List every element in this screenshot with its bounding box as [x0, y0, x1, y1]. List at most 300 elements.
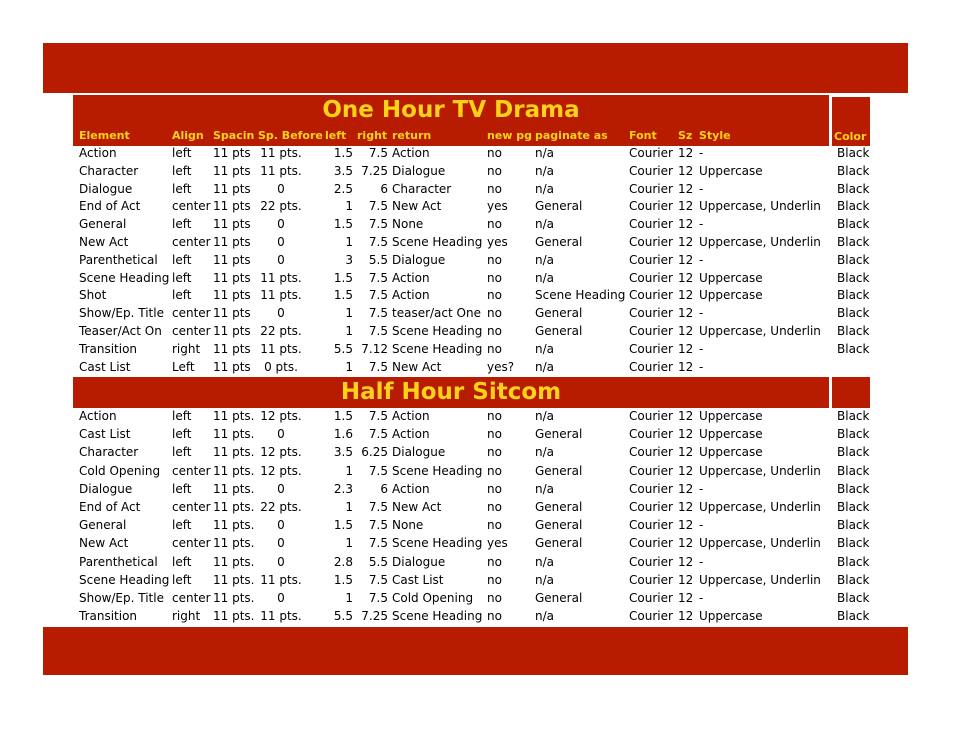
- cell-align: center: [172, 536, 211, 551]
- cell-color: Black: [837, 341, 870, 356]
- cell-space-before: 11 pts.: [260, 609, 302, 624]
- cell-left-margin: 1.5: [333, 146, 353, 160]
- cell-left-margin: 1: [345, 536, 353, 551]
- sitcom-side-block: [832, 377, 870, 408]
- cell-align: center: [172, 324, 211, 338]
- cell-space-before: 0: [277, 252, 285, 267]
- cell-style: -: [699, 359, 704, 374]
- cell-paginate-as: n/a: [535, 217, 555, 232]
- cell-color: Black: [837, 324, 870, 338]
- cell-paginate-as: n/a: [535, 609, 555, 624]
- header-right-margin: right: [357, 129, 388, 142]
- cell-element: Dialogue: [79, 181, 133, 196]
- cell-right-margin: 7.5: [368, 270, 388, 285]
- cell-return: Action: [392, 409, 430, 423]
- cell-return: Action: [392, 270, 430, 285]
- cell-font: Courier: [629, 445, 673, 460]
- cell-left-margin: 1.5: [333, 217, 353, 232]
- cell-font: Courier: [629, 427, 673, 442]
- cell-element: Cast List: [79, 359, 131, 374]
- cell-style: -: [699, 217, 704, 232]
- cell-return: Action: [392, 146, 430, 160]
- cell-align: right: [172, 341, 201, 356]
- cell-left-margin: 1.5: [333, 518, 353, 533]
- cell-return: Scene Heading: [392, 463, 483, 478]
- cell-new-page: no: [487, 500, 502, 514]
- cell-right-margin: 7.5: [368, 199, 388, 214]
- cell-space-before: 0: [277, 235, 285, 249]
- drama-title: One Hour TV Drama: [73, 95, 829, 125]
- cell-spacing: 11 pts: [213, 324, 251, 338]
- cell-space-before: 12 pts.: [260, 445, 302, 460]
- cell-color: Black: [837, 536, 870, 551]
- cell-spacing: 11 pts: [213, 146, 251, 160]
- cell-right-margin: 6: [380, 181, 388, 196]
- cell-spacing: 11 pts: [213, 163, 251, 178]
- cell-color: Black: [837, 217, 870, 232]
- header-style: Style: [699, 129, 731, 142]
- cell-return: Dialogue: [392, 554, 446, 569]
- cell-right-margin: 7.5: [368, 591, 388, 605]
- cell-paginate-as: General: [535, 199, 583, 214]
- cell-paginate-as: General: [535, 500, 583, 514]
- cell-left-margin: 5.5: [333, 609, 353, 624]
- cell-new-page: no: [487, 445, 502, 460]
- cell-color: Black: [837, 427, 870, 442]
- cell-return: None: [392, 518, 424, 533]
- cell-new-page: no: [487, 270, 502, 285]
- cell-color: Black: [837, 409, 870, 423]
- cell-new-page: no: [487, 427, 502, 442]
- cell-style: -: [699, 146, 704, 160]
- cell-new-page: no: [487, 146, 502, 160]
- cell-right-margin: 6: [380, 481, 388, 496]
- cell-color: Black: [837, 518, 870, 533]
- cell-new-page: no: [487, 463, 502, 478]
- cell-space-before: 0: [277, 217, 285, 232]
- cell-return: Action: [392, 481, 430, 496]
- cell-new-page: yes: [487, 235, 508, 249]
- cell-element: Teaser/Act On: [79, 324, 162, 338]
- cell-return: None: [392, 217, 424, 232]
- cell-font: Courier: [629, 146, 673, 160]
- cell-align: left: [172, 163, 192, 178]
- cell-align: left: [172, 217, 192, 232]
- cell-right-margin: 5.5: [368, 252, 388, 267]
- cell-left-margin: 1.5: [333, 270, 353, 285]
- cell-align: center: [172, 591, 211, 605]
- header-space-before: Sp. Before: [258, 129, 323, 142]
- cell-spacing: 11 pts: [213, 270, 251, 285]
- header-left-margin: left: [325, 129, 347, 142]
- cell-color: Black: [837, 146, 870, 160]
- cell-font: Courier: [629, 341, 673, 356]
- cell-font: Courier: [629, 609, 673, 624]
- cell-spacing: 11 pts.: [213, 591, 255, 605]
- cell-space-before: 0: [277, 518, 285, 533]
- cell-new-page: no: [487, 181, 502, 196]
- cell-paginate-as: n/a: [535, 554, 555, 569]
- cell-size: 12: [678, 306, 694, 321]
- cell-font: Courier: [629, 463, 673, 478]
- cell-new-page: no: [487, 252, 502, 267]
- cell-paginate-as: General: [535, 235, 583, 249]
- cell-element: General: [79, 518, 127, 533]
- cell-left-margin: 5.5: [333, 341, 353, 356]
- bottom-red-band: [43, 627, 908, 675]
- cell-space-before: 11 pts.: [260, 341, 302, 356]
- cell-color: Black: [837, 252, 870, 267]
- cell-style: Uppercase, Underlin: [699, 463, 821, 478]
- cell-right-margin: 7.5: [368, 235, 388, 249]
- cell-size: 12: [678, 554, 694, 569]
- cell-size: 12: [678, 252, 694, 267]
- cell-color: Black: [837, 609, 870, 624]
- cell-return: Character: [392, 181, 452, 196]
- cell-right-margin: 7.5: [368, 572, 388, 587]
- cell-space-before: 0: [277, 181, 285, 196]
- cell-paginate-as: n/a: [535, 359, 555, 374]
- cell-new-page: no: [487, 409, 502, 423]
- cell-space-before: 11 pts.: [260, 163, 302, 178]
- cell-new-page: no: [487, 554, 502, 569]
- cell-font: Courier: [629, 554, 673, 569]
- cell-style: -: [699, 341, 704, 356]
- cell-element: General: [79, 217, 127, 232]
- cell-return: New Act: [392, 199, 442, 214]
- cell-paginate-as: General: [535, 591, 583, 605]
- cell-paginate-as: n/a: [535, 181, 555, 196]
- cell-color: Black: [837, 288, 870, 303]
- cell-spacing: 11 pts: [213, 199, 251, 214]
- cell-spacing: 11 pts.: [213, 445, 255, 460]
- cell-space-before: 12 pts.: [260, 463, 302, 478]
- cell-paginate-as: n/a: [535, 270, 555, 285]
- cell-spacing: 11 pts: [213, 217, 251, 232]
- cell-size: 12: [678, 609, 694, 624]
- cell-element: Action: [79, 146, 117, 160]
- cell-align: left: [172, 445, 192, 460]
- cell-color: Black: [837, 235, 870, 249]
- cell-left-margin: 1: [345, 591, 353, 605]
- cell-new-page: no: [487, 572, 502, 587]
- cell-return: Cold Opening: [392, 591, 474, 605]
- cell-element: Transition: [79, 609, 138, 624]
- cell-element: End of Act: [79, 199, 141, 214]
- cell-color: Black: [837, 554, 870, 569]
- cell-return: Dialogue: [392, 163, 446, 178]
- cell-align: left: [172, 572, 192, 587]
- cell-align: left: [172, 181, 192, 196]
- cell-element: Show/Ep. Title: [79, 591, 164, 605]
- cell-paginate-as: General: [535, 536, 583, 551]
- cell-element: Dialogue: [79, 481, 133, 496]
- cell-right-margin: 6.25: [361, 445, 388, 460]
- cell-spacing: 11 pts.: [213, 500, 255, 514]
- cell-color: Black: [837, 181, 870, 196]
- header-new-page: new pg: [487, 129, 533, 142]
- cell-paginate-as: General: [535, 463, 583, 478]
- cell-style: Uppercase: [699, 445, 763, 460]
- cell-right-margin: 7.5: [368, 217, 388, 232]
- cell-color: Black: [837, 306, 870, 321]
- cell-spacing: 11 pts: [213, 288, 251, 303]
- cell-font: Courier: [629, 572, 673, 587]
- cell-space-before: 0: [277, 536, 285, 551]
- cell-paginate-as: Scene Heading: [535, 288, 626, 303]
- cell-style: Uppercase, Underlin: [699, 199, 821, 214]
- cell-size: 12: [678, 359, 694, 374]
- cell-return: Scene Heading: [392, 324, 483, 338]
- cell-right-margin: 7.5: [368, 306, 388, 321]
- cell-spacing: 11 pts.: [213, 518, 255, 533]
- cell-paginate-as: General: [535, 518, 583, 533]
- cell-right-margin: 7.5: [368, 409, 388, 423]
- cell-return: Action: [392, 427, 430, 442]
- cell-size: 12: [678, 288, 694, 303]
- cell-space-before: 0: [277, 481, 285, 496]
- cell-style: Uppercase: [699, 270, 763, 285]
- cell-space-before: 12 pts.: [260, 409, 302, 423]
- cell-new-page: no: [487, 341, 502, 356]
- cell-paginate-as: General: [535, 324, 583, 338]
- cell-spacing: 11 pts.: [213, 609, 255, 624]
- header-return: return: [392, 129, 432, 142]
- cell-style: Uppercase, Underlin: [699, 536, 821, 551]
- cell-left-margin: 2.8: [333, 554, 353, 569]
- cell-font: Courier: [629, 518, 673, 533]
- cell-paginate-as: n/a: [535, 146, 555, 160]
- cell-new-page: no: [487, 217, 502, 232]
- cell-new-page: no: [487, 306, 502, 321]
- cell-spacing: 11 pts: [213, 341, 251, 356]
- cell-left-margin: 3.5: [333, 445, 353, 460]
- cell-style: -: [699, 181, 704, 196]
- cell-style: Uppercase: [699, 409, 763, 423]
- cell-font: Courier: [629, 500, 673, 514]
- cell-color: Black: [837, 163, 870, 178]
- cell-size: 12: [678, 163, 694, 178]
- cell-spacing: 11 pts.: [213, 427, 255, 442]
- cell-color: Black: [837, 463, 870, 478]
- cell-spacing: 11 pts: [213, 181, 251, 196]
- cell-align: left: [172, 409, 192, 423]
- header-align: Align: [172, 129, 204, 142]
- cell-right-margin: 7.5: [368, 536, 388, 551]
- cell-spacing: 11 pts: [213, 235, 251, 249]
- cell-paginate-as: n/a: [535, 409, 555, 423]
- cell-color: Black: [837, 591, 870, 605]
- color-header: Color: [834, 130, 867, 143]
- cell-left-margin: 1: [345, 463, 353, 478]
- cell-size: 12: [678, 341, 694, 356]
- cell-space-before: 0: [277, 554, 285, 569]
- cell-style: Uppercase, Underlin: [699, 235, 821, 249]
- cell-new-page: no: [487, 609, 502, 624]
- cell-font: Courier: [629, 199, 673, 214]
- cell-return: Scene Heading: [392, 235, 483, 249]
- cell-right-margin: 7.12: [361, 341, 388, 356]
- cell-style: -: [699, 306, 704, 321]
- cell-right-margin: 7.25: [361, 609, 388, 624]
- cell-style: -: [699, 252, 704, 267]
- cell-size: 12: [678, 199, 694, 214]
- cell-align: left: [172, 427, 192, 442]
- cell-spacing: 11 pts: [213, 359, 251, 374]
- cell-left-margin: 1: [345, 500, 353, 514]
- cell-return: Action: [392, 288, 430, 303]
- cell-size: 12: [678, 572, 694, 587]
- cell-paginate-as: n/a: [535, 572, 555, 587]
- sitcom-title: Half Hour Sitcom: [73, 377, 829, 408]
- cell-align: left: [172, 288, 192, 303]
- cell-left-margin: 1.5: [333, 288, 353, 303]
- cell-font: Courier: [629, 270, 673, 285]
- cell-paginate-as: n/a: [535, 163, 555, 178]
- cell-align: center: [172, 199, 211, 214]
- cell-left-margin: 1.6: [333, 427, 353, 442]
- cell-font: Courier: [629, 481, 673, 496]
- cell-return: Scene Heading: [392, 536, 483, 551]
- cell-paginate-as: General: [535, 427, 583, 442]
- cell-return: New Act: [392, 359, 442, 374]
- cell-element: End of Act: [79, 500, 141, 514]
- cell-style: Uppercase, Underlin: [699, 500, 821, 514]
- cell-space-before: 11 pts.: [260, 572, 302, 587]
- top-red-band: [43, 43, 908, 93]
- cell-new-page: no: [487, 591, 502, 605]
- cell-color: Black: [837, 500, 870, 514]
- cell-font: Courier: [629, 163, 673, 178]
- header-spacing: Spacin: [213, 129, 255, 142]
- cell-size: 12: [678, 181, 694, 196]
- cell-align: center: [172, 306, 211, 321]
- cell-font: Courier: [629, 181, 673, 196]
- cell-paginate-as: General: [535, 306, 583, 321]
- cell-right-margin: 7.5: [368, 427, 388, 442]
- cell-font: Courier: [629, 306, 673, 321]
- cell-space-before: 0: [277, 591, 285, 605]
- cell-style: Uppercase: [699, 609, 763, 624]
- cell-right-margin: 7.5: [368, 500, 388, 514]
- cell-color: Black: [837, 199, 870, 214]
- cell-new-page: no: [487, 518, 502, 533]
- cell-spacing: 11 pts: [213, 306, 251, 321]
- cell-align: left: [172, 481, 192, 496]
- cell-spacing: 11 pts.: [213, 409, 255, 423]
- cell-size: 12: [678, 427, 694, 442]
- cell-element: Shot: [79, 288, 107, 303]
- cell-style: -: [699, 518, 704, 533]
- cell-space-before: 22 pts.: [260, 199, 302, 214]
- cell-element: Cold Opening: [79, 463, 161, 478]
- cell-left-margin: 1.5: [333, 572, 353, 587]
- cell-size: 12: [678, 591, 694, 605]
- cell-style: Uppercase: [699, 288, 763, 303]
- cell-element: Scene Heading: [79, 270, 170, 285]
- cell-element: New Act: [79, 235, 129, 249]
- cell-size: 12: [678, 235, 694, 249]
- cell-new-page: no: [487, 481, 502, 496]
- cell-font: Courier: [629, 591, 673, 605]
- cell-paginate-as: n/a: [535, 445, 555, 460]
- cell-right-margin: 7.5: [368, 324, 388, 338]
- cell-font: Courier: [629, 409, 673, 423]
- cell-style: Uppercase: [699, 427, 763, 442]
- cell-style: Uppercase, Underlin: [699, 572, 821, 587]
- cell-paginate-as: n/a: [535, 481, 555, 496]
- cell-space-before: 0 pts.: [264, 359, 298, 374]
- cell-space-before: 11 pts.: [260, 270, 302, 285]
- cell-left-margin: 3.5: [333, 163, 353, 178]
- cell-space-before: 22 pts.: [260, 500, 302, 514]
- cell-paginate-as: n/a: [535, 341, 555, 356]
- cell-style: Uppercase, Underlin: [699, 324, 821, 338]
- cell-new-page: yes: [487, 199, 508, 214]
- cell-left-margin: 1: [345, 235, 353, 249]
- cell-element: Parenthetical: [79, 252, 158, 267]
- cell-return: New Act: [392, 500, 442, 514]
- cell-size: 12: [678, 270, 694, 285]
- cell-spacing: 11 pts.: [213, 572, 255, 587]
- cell-color: Black: [837, 270, 870, 285]
- cell-element: Character: [79, 445, 139, 460]
- cell-left-margin: 1.5: [333, 409, 353, 423]
- cell-spacing: 11 pts.: [213, 481, 255, 496]
- cell-align: center: [172, 235, 211, 249]
- cell-new-page: no: [487, 324, 502, 338]
- cell-left-margin: 1: [345, 306, 353, 321]
- cell-new-page: no: [487, 163, 502, 178]
- cell-font: Courier: [629, 235, 673, 249]
- cell-color: Black: [837, 445, 870, 460]
- cell-return: Dialogue: [392, 252, 446, 267]
- cell-color: Black: [837, 572, 870, 587]
- header-element: Element: [79, 129, 130, 142]
- cell-align: left: [172, 252, 192, 267]
- cell-align: center: [172, 500, 211, 514]
- cell-element: Character: [79, 163, 139, 178]
- header-paginate-as: paginate as: [535, 129, 608, 142]
- cell-right-margin: 7.5: [368, 463, 388, 478]
- cell-align: left: [172, 554, 192, 569]
- cell-font: Courier: [629, 288, 673, 303]
- cell-align: center: [172, 463, 211, 478]
- cell-size: 12: [678, 445, 694, 460]
- cell-return: Dialogue: [392, 445, 446, 460]
- cell-size: 12: [678, 463, 694, 478]
- cell-style: -: [699, 481, 704, 496]
- cell-space-before: 11 pts.: [260, 288, 302, 303]
- cell-size: 12: [678, 217, 694, 232]
- cell-new-page: no: [487, 288, 502, 303]
- cell-style: Uppercase: [699, 163, 763, 178]
- cell-left-margin: 3: [345, 252, 353, 267]
- cell-size: 12: [678, 324, 694, 338]
- cell-space-before: 11 pts.: [260, 146, 302, 160]
- cell-element: Show/Ep. Title: [79, 306, 164, 321]
- cell-style: -: [699, 591, 704, 605]
- cell-color: Black: [837, 481, 870, 496]
- cell-space-before: 22 pts.: [260, 324, 302, 338]
- cell-element: Transition: [79, 341, 138, 356]
- cell-right-margin: 7.5: [368, 146, 388, 160]
- cell-element: Scene Heading: [79, 572, 170, 587]
- cell-return: Cast List: [392, 572, 444, 587]
- cell-left-margin: 1: [345, 199, 353, 214]
- cell-font: Courier: [629, 217, 673, 232]
- cell-align: left: [172, 146, 192, 160]
